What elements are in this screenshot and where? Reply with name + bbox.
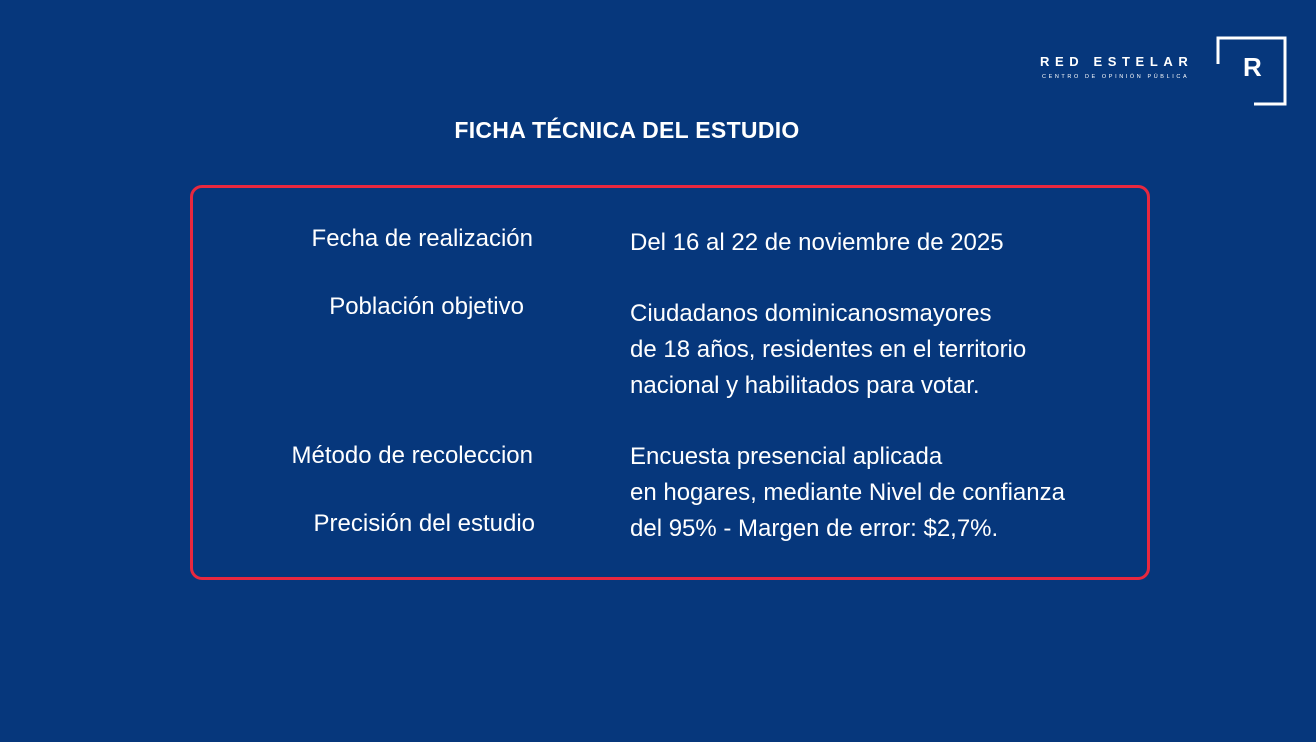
label-fecha: Fecha de realización (311, 225, 533, 252)
value-fecha-line: Del 16 al 22 de noviembre de 2025 (630, 229, 1004, 256)
label-precision: Precisión del estudio (313, 510, 535, 537)
label-metodo: Método de recoleccion (291, 442, 533, 469)
value-metodo-line: en hogares, mediante Nivel de confianza (630, 479, 1065, 506)
value-metodo-line: Encuesta presencial aplicada (630, 443, 943, 470)
value-poblacion (630, 296, 1140, 404)
label-poblacion: Población objetivo (329, 293, 524, 320)
brand-mark-letter: R (1243, 52, 1262, 82)
value-poblacion-line: nacional y habilitados para votar. (630, 372, 980, 399)
value-poblacion-line: de 18 años, residentes en el territorio (630, 336, 1027, 363)
value-fecha (630, 225, 1140, 261)
value-metodo (630, 439, 1140, 547)
value-poblacion-line: Ciudadanos dominicanosmayores (630, 300, 992, 327)
study-info-panel (190, 185, 1150, 580)
value-metodo-line: del 95% - Margen de error: $2,7%. (630, 515, 999, 542)
brand-name: RED ESTELAR (1040, 54, 1194, 69)
page-title: FICHA TÉCNICA DEL ESTUDIO (454, 117, 800, 143)
brand-logo (1040, 36, 1288, 106)
brand-subtitle: CENTRO DE OPINIÓN PÚBLICA (1042, 74, 1190, 80)
